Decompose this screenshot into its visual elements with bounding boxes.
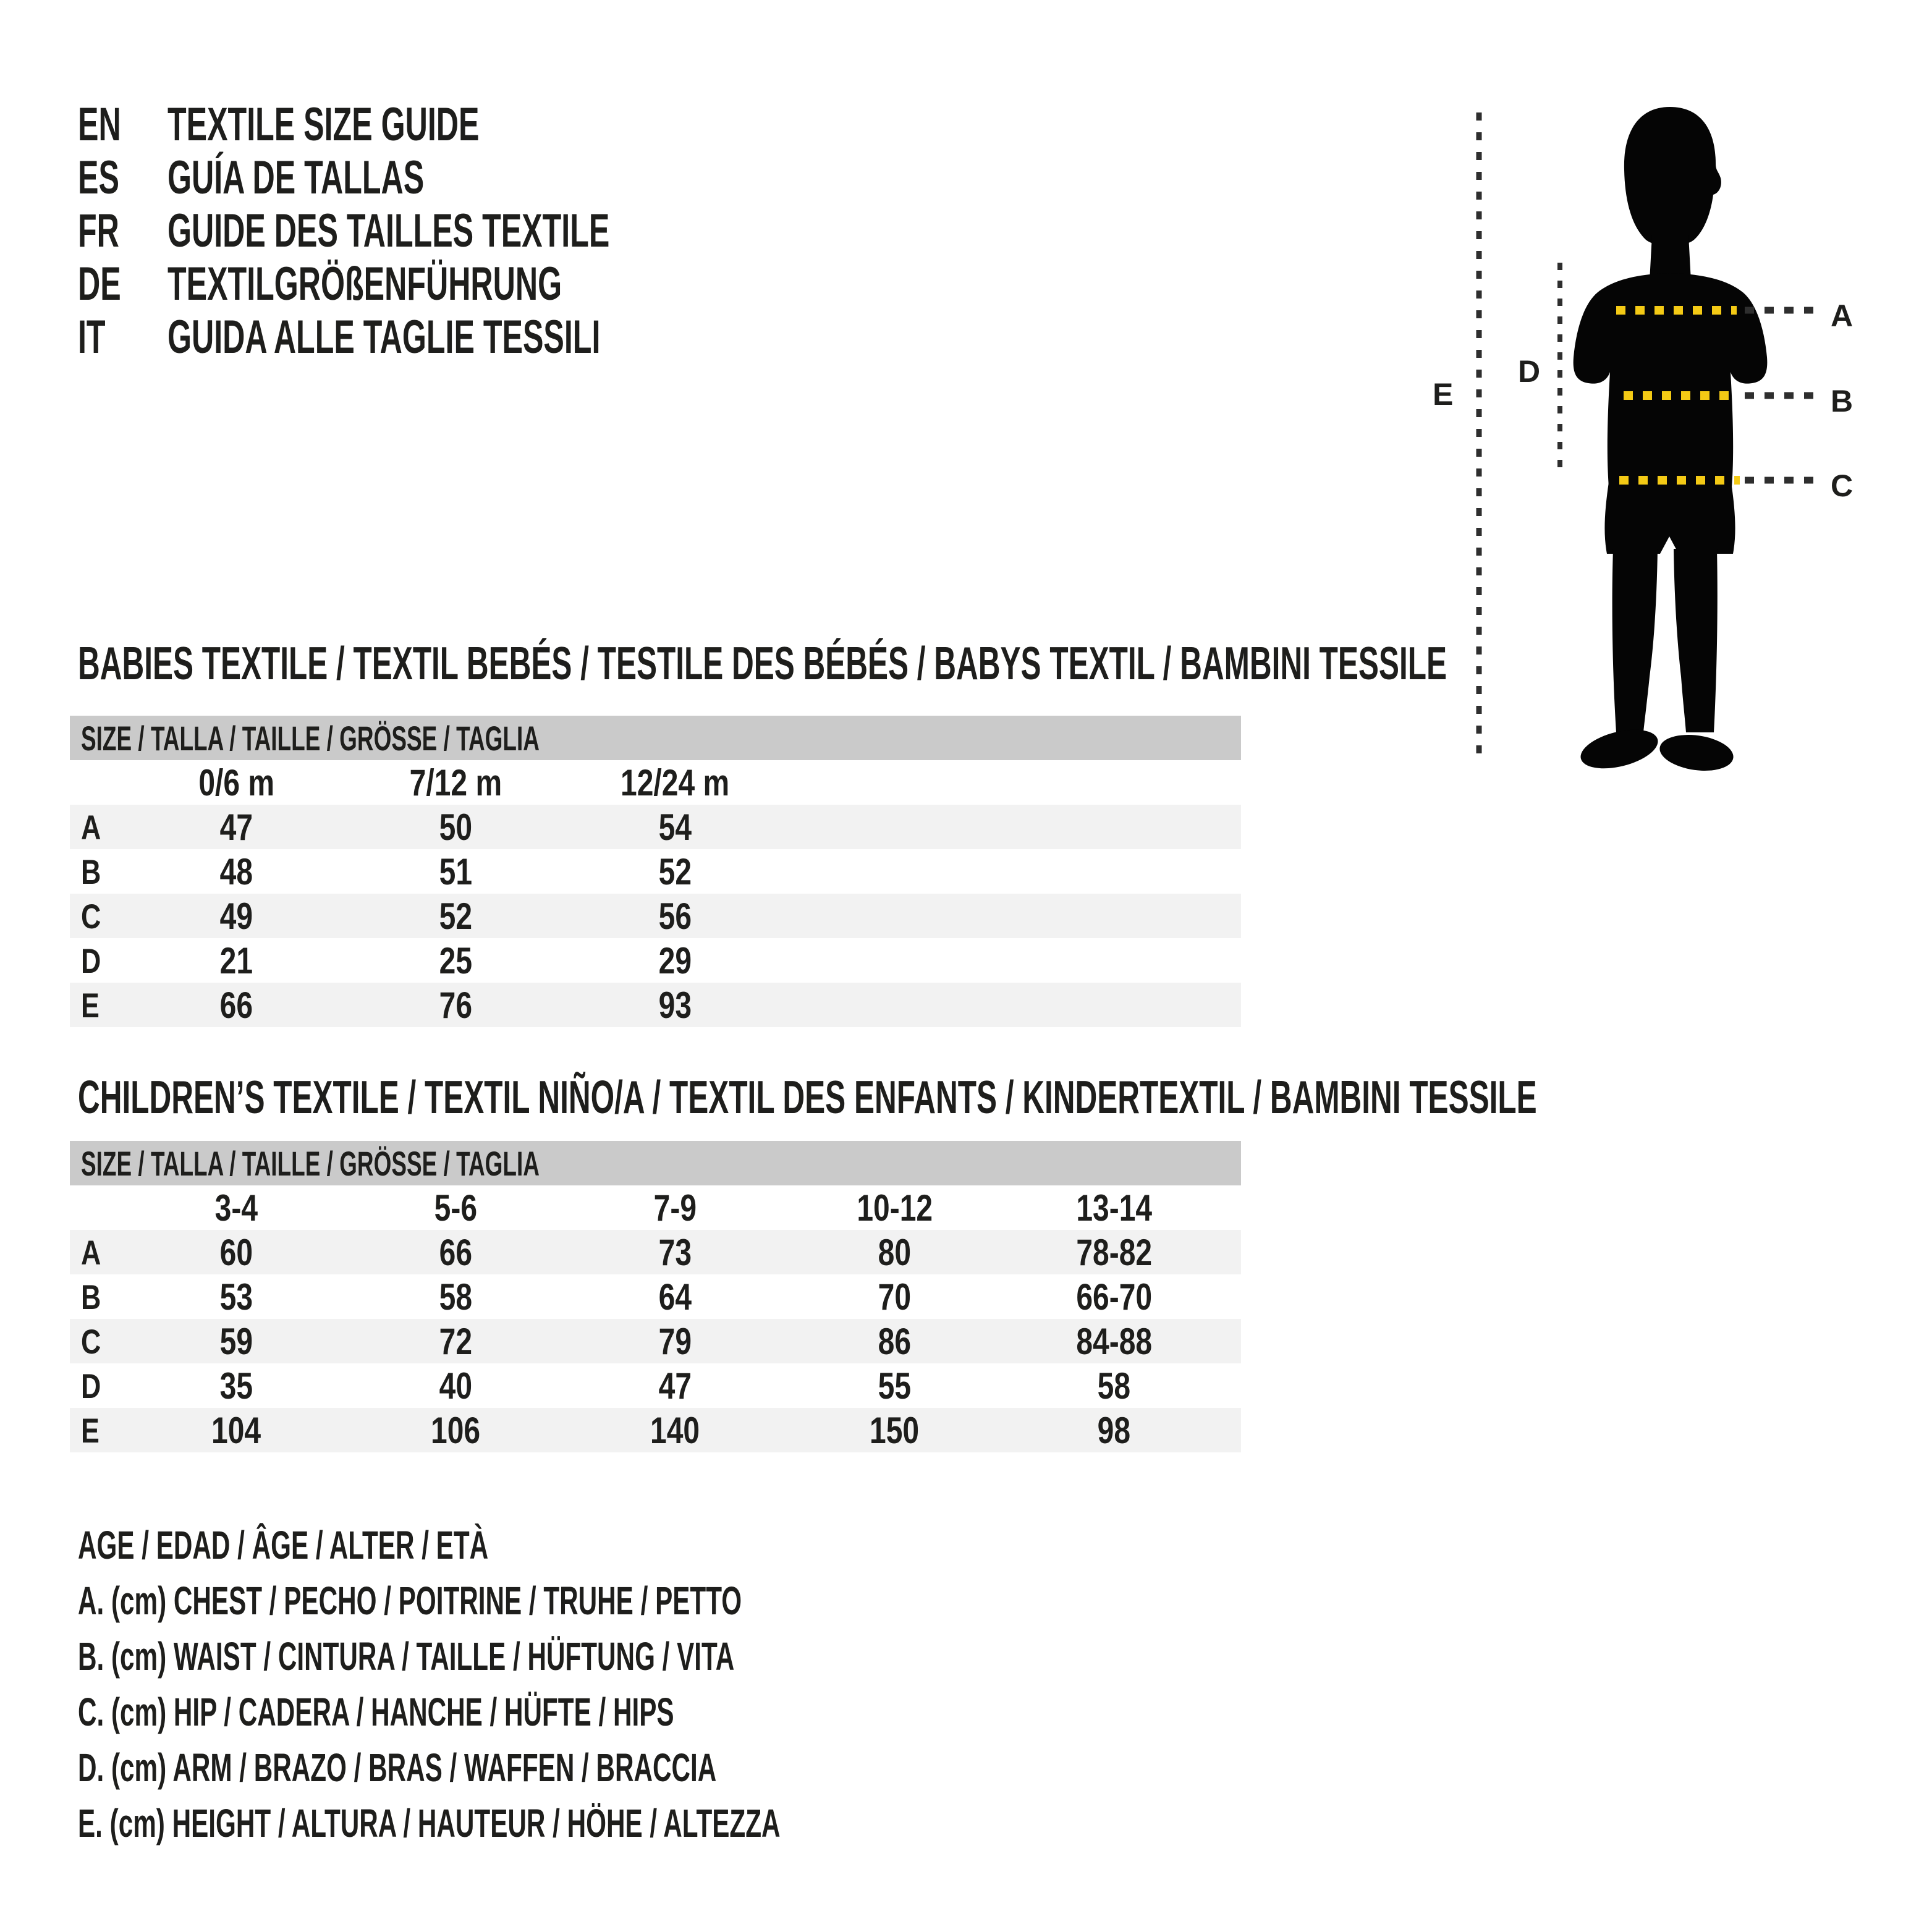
row-label: B: [81, 1277, 101, 1316]
row-label: C: [81, 896, 101, 936]
table-row-babies-b: B 48 51 52: [81, 850, 692, 892]
row-label: D: [81, 1366, 101, 1405]
babies-table-header-bar: [70, 716, 1241, 760]
table-row-babies-d: D 21 25 29: [81, 939, 692, 981]
language-code-de: DE: [78, 257, 121, 310]
silhouette-right-foot: [1658, 731, 1736, 775]
babies-section-heading: BABIES TEXTILE / TEXTIL BEBÉS / TESTILE DES BÉBÉS / BABYS TEXTIL / BAMBINI TESSILE: [78, 637, 1447, 689]
table-row-babies-e: E 66 76 93: [70, 983, 1241, 1027]
measurement-legend: [78, 1517, 1142, 1851]
measure-label-e: E: [1433, 377, 1454, 412]
children-col-3-4: 3-4: [214, 1187, 258, 1229]
row-label: E: [81, 1410, 100, 1450]
babies-column-header-row: [70, 760, 1241, 805]
measure-label-a: A: [1831, 299, 1854, 333]
children-table-header-bar: [70, 1141, 1241, 1185]
language-title-es: GUÍA DE TALLAS: [167, 151, 425, 204]
legend-age: AGE / EDAD / ÂGE / ALTER / ETÀ: [78, 1523, 489, 1567]
children-col-13-14: 13-14: [1076, 1187, 1152, 1229]
silhouette-head: [1624, 107, 1721, 246]
row-label: E: [81, 985, 100, 1025]
legend-waist-b: B. (cm) WAIST / CINTURA / TAILLE / HÜFTUNG / VITA: [78, 1634, 735, 1679]
table-row-children-c: C 59 72 79 86 84-88: [70, 1319, 1241, 1363]
row-label: A: [81, 807, 101, 847]
silhouette-shorts: [1604, 482, 1735, 554]
language-title-en: TEXTILE SIZE GUIDE: [167, 98, 480, 151]
row-label: C: [81, 1321, 101, 1361]
babies-col-7-12m: 7/12 m: [409, 761, 502, 803]
language-row-en: [78, 98, 837, 151]
row-label: D: [81, 941, 101, 980]
table-row-children-b: B 53 58 64 70 66-70: [81, 1276, 1152, 1318]
children-col-5-6: 5-6: [434, 1187, 478, 1229]
children-section-heading: CHILDREN’S TEXTILE / TEXTIL NIÑO/A / TEXTIL DES ENFANTS / KINDERTEXTIL / BAMBINI TESSILE: [78, 1071, 1537, 1123]
table-row-children-e: E 104 106 140 150 98: [70, 1408, 1241, 1452]
table-row-children-a: A 60 66 73 80 78-82: [70, 1230, 1241, 1274]
row-label: B: [81, 852, 101, 891]
measure-label-b: B: [1831, 384, 1854, 418]
legend-height-e: E. (cm) HEIGHT / ALTURA / HAUTEUR / HÖHE / ALTEZZA: [78, 1801, 781, 1845]
silhouette-shirt: [1574, 273, 1768, 487]
measure-label-d: D: [1518, 354, 1541, 389]
legend-hip-c: C. (cm) HIP / CADERA / HANCHE / HÜFTE / HIPS: [78, 1690, 674, 1734]
table-row-babies-c: C 49 52 56: [70, 894, 1241, 938]
language-row-fr: [78, 204, 837, 257]
language-code-es: ES: [78, 151, 119, 204]
table-row-children-d: D 35 40 47 55 58: [81, 1365, 1131, 1407]
legend-arm-d: D. (cm) ARM / BRAZO / BRAS / WAFFEN / BRACCIA: [78, 1745, 717, 1790]
language-title-it: GUIDA ALLE TAGLIE TESSILI: [167, 310, 601, 363]
table-row-babies-a: A 47 50 54: [70, 805, 1241, 849]
children-col-10-12: 10-12: [857, 1187, 933, 1229]
children-size-header-label: SIZE / TALLA / TAILLE / GRÖSSE / TAGLIA: [81, 1143, 540, 1183]
language-code-it: IT: [78, 310, 106, 363]
row-label: A: [81, 1232, 101, 1272]
language-title-de: TEXTILGRÖßENFÜHRUNG: [167, 257, 562, 310]
language-code-fr: FR: [78, 204, 119, 257]
title-language-list: [78, 98, 837, 363]
language-code-en: EN: [78, 98, 121, 151]
children-column-header-row: [70, 1185, 1241, 1230]
language-row-it: [78, 310, 837, 363]
children-size-table: [70, 1141, 1241, 1452]
babies-col-0-6m: 0/6 m: [198, 761, 274, 803]
language-row-de: [78, 257, 837, 310]
babies-col-12-24m: 12/24 m: [621, 761, 730, 803]
measure-label-c: C: [1831, 468, 1854, 503]
children-col-7-9: 7-9: [653, 1187, 697, 1229]
legend-chest-a: A. (cm) CHEST / PECHO / POITRINE / TRUHE / PETTO: [78, 1578, 742, 1623]
language-title-fr: GUIDE DES TAILLES TEXTILE: [167, 204, 610, 257]
babies-size-header-label: SIZE / TALLA / TAILLE / GRÖSSE / TAGLIA: [81, 718, 540, 758]
language-row-es: [78, 151, 837, 204]
babies-size-table: [70, 716, 1241, 1027]
